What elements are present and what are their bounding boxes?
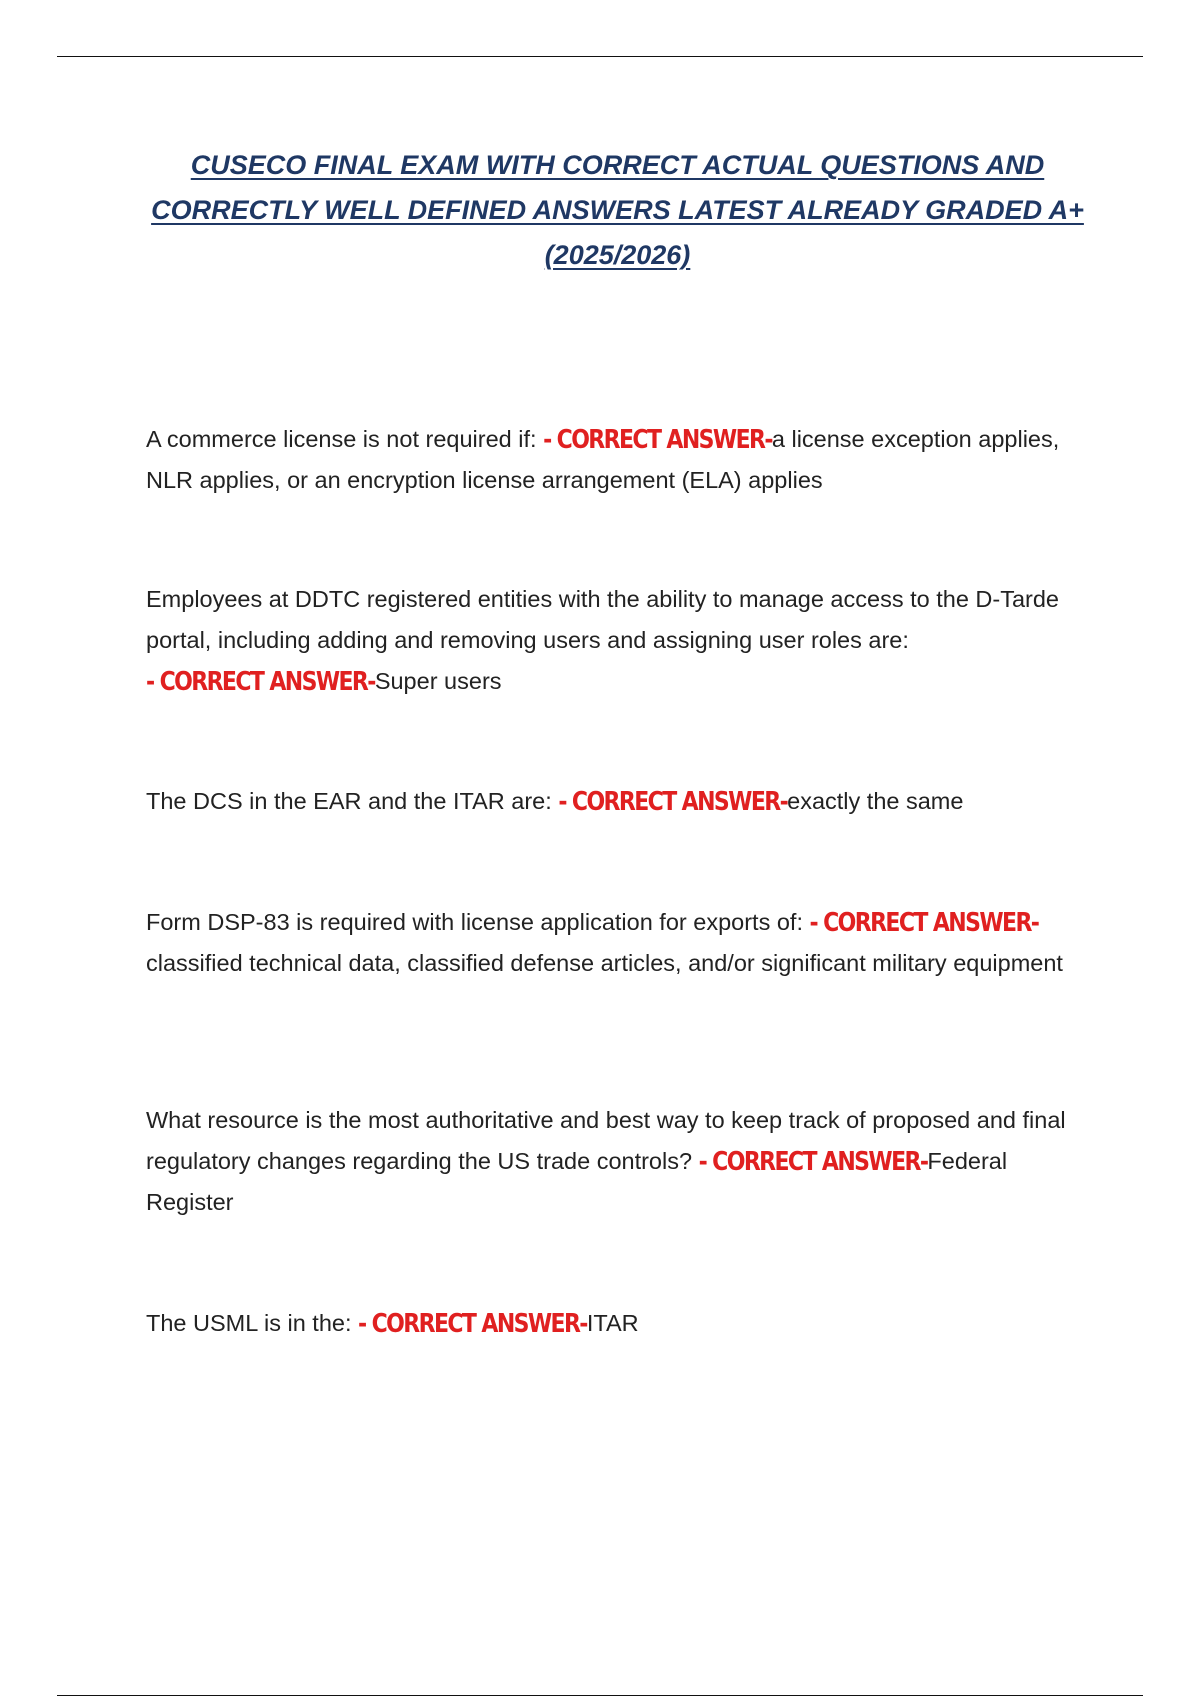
answer-marker: - CORRECT ANSWER-: [358, 1309, 587, 1340]
qa-item: [146, 902, 1091, 984]
qa-item: [146, 781, 1091, 822]
answer-marker: - CORRECT ANSWER-: [146, 667, 375, 698]
question-text: Employees at DDTC registered entities with the ability to manage access to the D-Tarde portal, including adding and removing users and assigning user roles are:: [146, 586, 1060, 653]
question-text: The DCS in the EAR and the ITAR are:: [146, 788, 559, 814]
answer-text: ITAR: [586, 1310, 639, 1336]
qa-item: [146, 419, 1091, 501]
answer-marker: - CORRECT ANSWER-: [809, 908, 1039, 939]
question-text: A commerce license is not required if:: [146, 426, 544, 452]
qa-item: [146, 1100, 1091, 1223]
header-rule: [57, 56, 1143, 57]
answer-marker: - CORRECT ANSWER-: [543, 425, 772, 456]
answer-text: classified technical data, classified defense articles, and/or significant military equipment: [146, 950, 1063, 976]
question-text: Form DSP-83 is required with license application for exports of:: [146, 909, 810, 935]
document-title: CUSECO FINAL EXAM WITH CORRECT ACTUAL QUESTIONS AND CORRECTLY WELL DEFINED ANSWERS LATEST ALREADY GRADED A+ (2025/2026): [151, 150, 1084, 270]
answer-text: a license exception applies, NLR applies, or an encryption license arrangement (ELA) applies: [146, 426, 1060, 493]
question-text: What resource is the most authoritative and best way to keep track of proposed and final regulatory changes regarding the US trade controls?: [146, 1107, 1066, 1174]
answer-text: Super users: [374, 668, 502, 694]
answer-marker: - CORRECT ANSWER-: [558, 787, 788, 818]
footer-rule: [57, 1695, 1143, 1696]
question-text: The USML is in the:: [146, 1310, 359, 1336]
qa-item: [146, 579, 1091, 702]
qa-item: [146, 1303, 1091, 1344]
answer-text: Federal Register: [146, 1148, 1008, 1215]
answer-marker: - CORRECT ANSWER-: [698, 1147, 928, 1178]
answer-text: exactly the same: [787, 788, 964, 814]
